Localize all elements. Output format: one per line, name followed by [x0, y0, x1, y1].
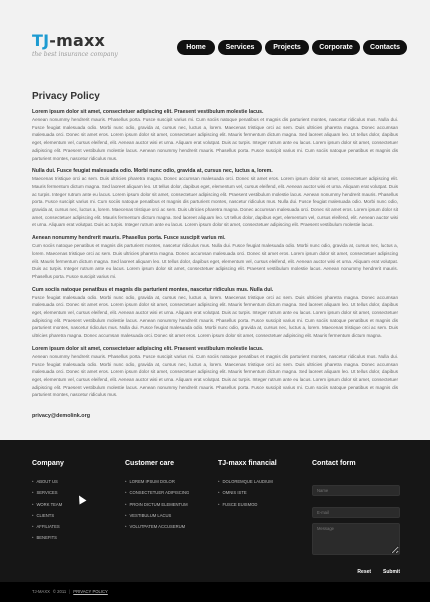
footer-link-label: ABOUT US — [36, 479, 58, 484]
footer-link-clients[interactable] — [32, 513, 64, 524]
footer-link[interactable] — [125, 524, 189, 535]
message-field[interactable] — [312, 523, 400, 555]
bullet-icon: • — [125, 512, 127, 518]
copyright — [32, 589, 108, 594]
footer-link-label: PROIN DICTUM ELEMENTUM — [129, 501, 188, 507]
section-text: Aenean nonummy hendrerit mauris. Phasellus porta. Fusce suscipit varius mi. Cum sociis natoque penatibus et magnis dis parturient montes, nascetur ridiculus mus. Nulla dui. Fusce feugiat malesuada odio. Morbi nunc odio, gravida at, cursus nec, luctus a, lorem. Maecenas tristique orci ac sem. Duis ultricies pharetra magna. Donec accumsan malesuada orci. Donec sit amet eros. Lorem ipsum dolor sit amet, consectetuer adipiscing elit. Mauris fermentum dictum magna. Sed laoreet aliquam leo. Ut tellus dolor, dapibus eget, elementum vel, cursus eleifend, elit. Aenean auctor wisi et urna. Aliquam erat volutpat. Duis ac turpis. Integer rutrum ante eu lacus. Lorem ipsum dolor sit amet, consectetuer adipiscing elit. Praesent vestibulum molestie lacus. Aenean nonummy hendrerit mauris. Phasellus porta. Fusce suscipit varius mi. Cum sociis natoque penatibus et magnis dis parturient montes, nascetur ridiculus mus. — [32, 353, 398, 398]
bullet-icon: • — [218, 479, 220, 484]
bullet-icon: • — [32, 512, 34, 518]
bottom-bar — [0, 582, 430, 602]
section-text: Aenean nonummy hendrerit mauris. Phasellus porta. Fusce suscipit varius mi. Cum sociis natoque penatibus et magnis dis parturient montes, nascetur ridiculus mus. Nulla dui. Fusce feugiat malesuada odio. Morbi nunc odio, gravida at, cursus nec, luctus a, lorem. Maecenas tristique orci ac sem. Duis ultricies pharetra magna. Donec accumsan malesuada orci. Donec sit amet eros. Lorem ipsum dolor sit amet, consectetuer adipiscing elit. Mauris fermentum dictum magna. Sed laoreet aliquam leo. Ut tellus dolor, dapibus eget, elementum vel, cursus eleifend, elit. Aenean auctor wisi et urna. Aliquam erat volutpat. Duis ac turpis. Integer rutrum ante eu lacus. Lorem ipsum dolor sit amet, consectetuer adipiscing elit. Praesent vestibulum molestie lacus. Aenean nonummy hendrerit mauris. Phasellus porta. Fusce suscipit varius mi. Cum sociis natoque penatibus et magnis dis parturient montes, nascetur ridiculus mus. — [32, 117, 398, 161]
main-content — [32, 91, 398, 419]
footer-financial-title: TJ-maxx financial — [218, 460, 277, 467]
footer-company — [32, 460, 64, 547]
footer-link-label: WORK TEAM — [36, 501, 63, 507]
bullet-icon: • — [125, 501, 127, 507]
nav-services[interactable]: Services — [218, 40, 262, 55]
policy-section — [32, 109, 398, 162]
logo-suffix: -maxx — [49, 31, 106, 50]
bullet-icon: • — [125, 524, 127, 530]
logo[interactable] — [32, 31, 118, 58]
section-text: Cum sociis natoque penatibus et magnis dis parturient montes, nascetur ridiculus mus. Nulla dui. Fusce feugiat malesuada odio. Morbi nunc odio, gravida at, cursus nec, luctus a, lorem. Maecenas tristique orci ac sem. Duis ultricies pharetra magna. Donec accumsan malesuada orci. Donec sit amet eros. Lorem ipsum dolor sit amet, consectetuer adipiscing elit. Mauris fermentum dictum magna. Sed laoreet aliquam leo. Ut tellus dolor, dapibus eget, elementum vel, cursus eleifend, elit. Aenean auctor wisi et urna. Aliquam erat volutpat. Duis ac turpis. Integer rutrum ante eu lacus. Lorem ipsum dolor sit amet, consectetuer adipiscing elit. Praesent vestibulum molestie lacus. Aenean nonummy hendrerit mauris. Phasellus porta. Fusce suscipit varius mi. — [32, 243, 398, 279]
footer-link-affiliates[interactable] — [32, 524, 64, 535]
footer-link-label: LOREM IPSUM DOLOR — [129, 479, 175, 484]
header — [0, 0, 430, 78]
footer — [0, 440, 430, 582]
policy-section — [32, 287, 398, 340]
bullet-icon: • — [218, 490, 220, 496]
footer-link-benefits[interactable] — [32, 535, 64, 546]
bullet-icon: • — [32, 501, 34, 507]
footer-link-label: VOLUTPATEM ACCUSERUM — [129, 524, 186, 530]
footer-link-label: CLIENTS — [36, 512, 55, 518]
bullet-icon: • — [32, 535, 34, 541]
footer-link-label: DOLOREMQUE LAUDIUM — [222, 479, 273, 484]
email-field[interactable] — [312, 507, 400, 518]
main-nav — [177, 40, 407, 55]
bullet-icon: • — [125, 479, 127, 484]
section-heading: Aenean nonummy hendrerit mauris. Phasellus porta. Fusce suscipit varius mi. — [32, 235, 226, 242]
footer-link-label: CONSECTETUER ADIPISCING — [129, 490, 190, 496]
name-field[interactable] — [312, 485, 400, 496]
nav-projects[interactable]: Projects — [265, 40, 309, 55]
nav-contacts[interactable]: Contacts — [363, 40, 407, 55]
logo-prefix: TJ — [32, 31, 50, 50]
reset-button[interactable]: Reset — [357, 569, 372, 575]
footer-customer-care-title: Customer care — [125, 460, 175, 467]
footer-link[interactable] — [125, 502, 189, 513]
logo-name[interactable] — [32, 31, 118, 50]
section-heading: Cum sociis natoque penatibus et magnis dis parturient montes, nascetur ridiculus mus. Nulla dui. — [32, 286, 274, 293]
mouse-cursor-icon — [76, 494, 87, 505]
footer-link[interactable] — [125, 513, 189, 524]
copyright-separator: | — [69, 589, 71, 594]
footer-link-label: OMNIS ISTE — [222, 490, 247, 496]
section-text: Fusce feugiat malesuada odio. Morbi nunc odio, gravida at, cursus nec, luctus a, lorem. Maecenas tristique orci ac sem. Duis ultricies pharetra magna. Donec accumsan malesuada orci. Donec sit amet eros. Lorem ipsum dolor sit amet, consectetuer adipiscing elit. Mauris fermentum dictum magna. Sed laoreet aliquam leo. Ut tellus dolor, dapibus eget, elementum vel, cursus eleifend, elit. Aenean auctor wisi et urna. Aliquam erat volutpat. Duis ac turpis. Integer rutrum ante eu lacus. Lorem ipsum dolor sit amet, consectetuer adipiscing elit. Praesent vestibulum molestie lacus. Aenean nonummy hendrerit mauris. Phasellus porta. Fusce suscipit varius mi. Cum sociis natoque penatibus et magnis dis parturient montes, nascetur ridiculus mus. Nulla dui. Fusce feugiat malesuada odio. Morbi nunc odio, gravida at, cursus nec, luctus a, lorem. Maecenas tristique orci ac sem. Duis ultricies pharetra magna. Donec accumsan malesuada orci. Donec sit amet eros. Lorem ipsum dolor sit amet, consectetuer adipiscing elit. Mauris fermentum dictum magna. — [32, 294, 398, 339]
footer-link-label: AFFILIATES — [36, 524, 60, 530]
privacy-policy-link[interactable]: PRIVACY POLICY — [73, 589, 108, 594]
footer-link-services[interactable] — [32, 490, 64, 501]
policy-section — [32, 168, 398, 229]
copyright-brand: TJ-MAXX — [32, 589, 50, 594]
footer-link-about-us[interactable] — [32, 479, 64, 490]
logo-slogan: the best insurance company — [32, 51, 118, 58]
policy-section — [32, 346, 398, 399]
page-title: Privacy Policy — [32, 91, 100, 102]
footer-link-label: FUSCE EUISMOD — [222, 501, 258, 507]
footer-link-label: VESTIBULUM LACUS — [129, 512, 172, 518]
footer-link-label: SERVICES — [36, 490, 58, 496]
section-heading: Nulla dui. Fusce feugiat malesuada odio. Morbi nunc odio, gravida at, cursus nec, luctus a, lorem. — [32, 168, 273, 175]
contact-form — [312, 460, 400, 575]
policy-section — [32, 235, 398, 281]
bullet-icon: • — [125, 490, 127, 496]
footer-link-work-team[interactable] — [32, 502, 64, 513]
footer-link[interactable] — [218, 490, 277, 501]
footer-link[interactable] — [125, 490, 189, 501]
nav-home[interactable]: Home — [177, 40, 215, 55]
footer-link-label: BENEFITS — [36, 535, 57, 541]
bullet-icon: • — [32, 524, 34, 530]
footer-company-title: Company — [32, 460, 64, 467]
privacy-email-link[interactable]: privacy@demolink.org — [32, 413, 90, 420]
copyright-year: © 2011 — [52, 589, 67, 594]
footer-link[interactable] — [218, 502, 277, 513]
footer-financial — [218, 460, 277, 513]
section-heading: Lorem ipsum dolor sit amet, consectetuer adipiscing elit. Praesent vestibulum molestie lacus. — [32, 109, 264, 115]
submit-button[interactable]: Submit — [383, 569, 400, 575]
section-text: Maecenas tristique orci ac sem. Duis ultricies pharetra magna. Donec accumsan malesuada orci. Donec sit amet eros. Lorem ipsum dolor sit amet, consectetuer adipiscing elit. Mauris fermentum dictum magna. Sed laoreet aliquam leo. Ut tellus dolor, dapibus eget, elementum vel, cursus eleifend, elit. Aenean auctor wisi et urna. Aliquam erat volutpat. Duis ac turpis. Integer rutrum ante eu lacus. Lorem ipsum dolor sit amet, consectetuer adipiscing elit. Praesent vestibulum molestie lacus. Aenean nonummy hendrerit mauris. Phasellus porta. Fusce suscipit varius mi. Cum sociis natoque penatibus et magnis dis parturient montes, nascetur ridiculus mus. Nulla dui. Fusce feugiat malesuada odio. Morbi nunc odio, gravida at, cursus nec, luctus a, lorem. Maecenas tristique orci ac sem. Duis ultricies pharetra magna. Donec accumsan malesuada orci. Donec sit amet eros. Lorem ipsum dolor sit amet, consectetuer adipiscing elit. Mauris fermentum dictum magna. Sed laoreet aliquam leo. Ut tellus dolor, dapibus eget, elementum vel, cursus eleifend, elit. Aenean auctor wisi et urna. Aliquam erat volutpat. Duis ac turpis. Integer rutrum ante eu lacus. Lorem ipsum dolor sit amet, consectetuer adipiscing elit. Praesent vestibulum molestie lacus. — [32, 176, 398, 228]
footer-link[interactable] — [218, 479, 277, 490]
bullet-icon: • — [32, 479, 34, 484]
bullet-icon: • — [32, 490, 34, 496]
footer-link[interactable] — [125, 479, 189, 490]
footer-customer-care — [125, 460, 189, 535]
contact-form-title: Contact form — [312, 460, 356, 467]
bullet-icon: • — [218, 501, 220, 507]
nav-corporate[interactable]: Corporate — [312, 40, 360, 55]
section-heading: Lorem ipsum dolor sit amet, consectetuer adipiscing elit. Praesent vestibulum molestie lacus. — [32, 345, 264, 352]
form-buttons — [312, 569, 400, 575]
